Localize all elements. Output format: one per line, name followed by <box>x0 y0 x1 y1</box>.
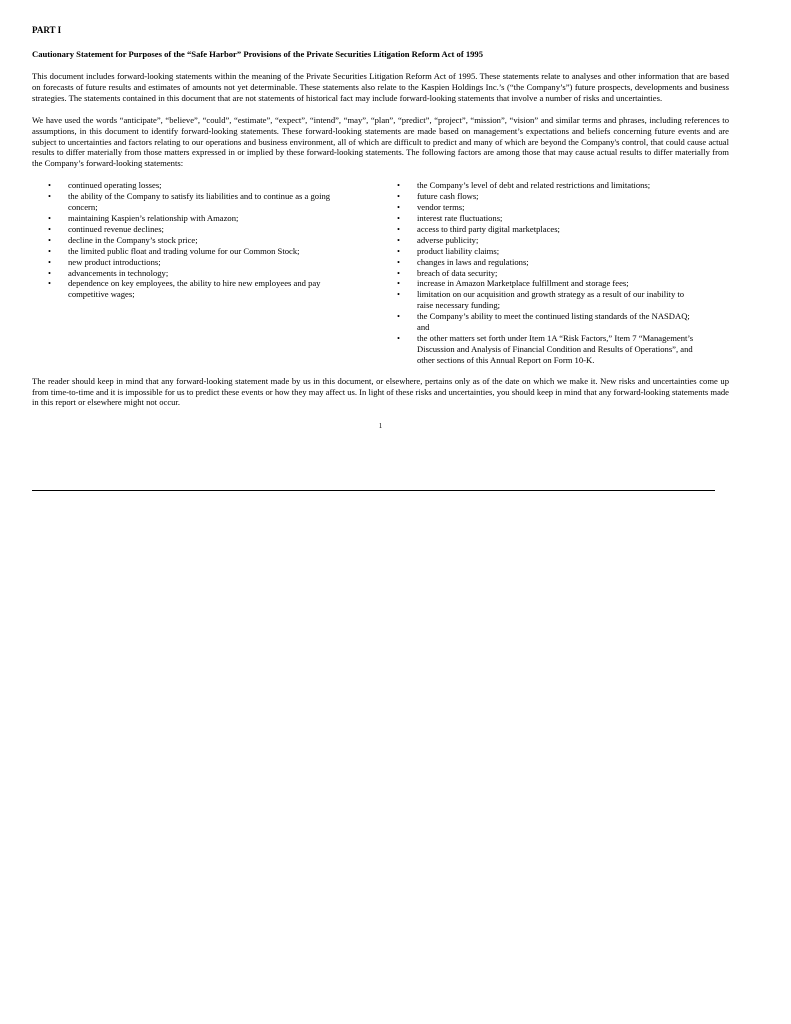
list-item <box>48 235 348 246</box>
list-item-text: breach of data security; <box>417 267 498 278</box>
bullet-icon: • <box>48 191 52 202</box>
bullet-icon: • <box>48 256 52 267</box>
list-item-text: decline in the Company’s stock price; <box>68 234 198 245</box>
list-item <box>48 278 348 300</box>
list-item <box>397 311 702 333</box>
list-item-text: the limited public float and trading volume for our Common Stock; <box>68 245 300 256</box>
list-item-text: adverse publicity; <box>417 234 479 245</box>
list-item-text: future cash flows; <box>417 191 479 202</box>
list-item <box>48 191 348 213</box>
bullet-icon: • <box>397 278 401 289</box>
list-item-text: interest rate fluctuations; <box>417 212 503 223</box>
bullet-icon: • <box>48 234 52 245</box>
bullet-icon: • <box>48 245 52 256</box>
list-item <box>48 224 348 235</box>
list-item-text: the other matters set forth under Item 1A “Risk Factors,” Item 7 “Management’s Discussion and Analysis of Financial Condition and Results of Operations”, and other sections of this Annual Report on Form 10-K. <box>417 332 694 365</box>
bullet-icon: • <box>397 256 401 267</box>
bullet-icon: • <box>397 191 401 202</box>
list-item-text: the Company’s ability to meet the continued listing standards of the NASDAQ; and <box>417 311 690 333</box>
list-item <box>397 213 702 224</box>
list-item-text: the Company’s level of debt and related restrictions and limitations; <box>417 180 651 191</box>
list-item <box>397 289 702 311</box>
list-item <box>48 180 348 191</box>
list-item-text: advancements in technology; <box>68 267 169 278</box>
part-title: PART I <box>32 25 62 35</box>
list-item-text: new product introductions; <box>68 256 161 267</box>
list-item-text: dependence on key employees, the ability to hire new employees and pay competitive wages; <box>68 278 321 300</box>
list-item <box>48 246 348 257</box>
factors-paragraph: We have used the words “anticipate”, “believe”, “could”, “estimate”, “expect”, “intend”, “may”, “plan”, “predict”, “project”, “mission”, “vision” and similar terms and phrases, including references to assumptions, in this document to identify forward-looking statements. These forward-looking statements are made based on management’s expectations and beliefs concerning future events and are subject to uncertainties and factors relating to our operations and business environment, all of which are difficult to predict and many of which are beyond the Company's control, that could cause actual results to differ materially from those matters expressed in or implied by these forward-looking statements. The following factors are among those that may cause actual results to differ materially from the Company’s forward-looking statements: <box>32 114 729 169</box>
list-item-text: the ability of the Company to satisfy its liabilities and to continue as a going concern; <box>68 191 331 213</box>
risk-factor-list-left <box>48 180 348 365</box>
list-item <box>48 268 348 279</box>
list-item-text: maintaining Kaspien’s relationship with Amazon; <box>68 212 239 223</box>
list-item <box>397 278 702 289</box>
list-item <box>397 333 702 366</box>
intro-paragraph: This document includes forward-looking statements within the meaning of the Private Securities Litigation Reform Act of 1995. These statements relate to analyses and other information that are based on forecasts of future results and estimates of amounts not yet determinable. These statements also relate to the Kaspien Holdings Inc.’s (“the Company’s”) future prospects, developments and business strategies. The statements contained in this document that are not statements of historical fact may include forward-looking statements that involve a number of risks and uncertainties. <box>32 71 729 103</box>
bullet-icon: • <box>397 311 401 322</box>
list-item <box>397 246 702 257</box>
bullet-icon: • <box>48 223 52 234</box>
document-page <box>32 25 729 431</box>
page-divider <box>32 490 715 491</box>
list-item-text: continued operating losses; <box>68 180 162 191</box>
list-item <box>397 180 702 191</box>
bullet-icon: • <box>397 180 401 191</box>
list-item <box>397 224 702 235</box>
list-item <box>397 191 702 202</box>
bullet-icon: • <box>397 212 401 223</box>
section-title: Cautionary Statement for Purposes of the “Safe Harbor” Provisions of the Private Securities Litigation Reform Act of 1995 <box>32 49 484 59</box>
list-item-text: continued revenue declines; <box>68 223 164 234</box>
bullet-icon: • <box>397 332 401 343</box>
list-item-text: product liability claims; <box>417 245 500 256</box>
list-item <box>48 257 348 268</box>
bullet-icon: • <box>397 245 401 256</box>
bullet-icon: • <box>48 267 52 278</box>
bullet-icon: • <box>397 234 401 245</box>
risk-factor-list-right <box>397 180 702 365</box>
list-item-text: increase in Amazon Marketplace fulfillment and storage fees; <box>417 278 629 289</box>
list-item-text: access to third party digital marketplaces; <box>417 223 560 234</box>
list-item <box>397 257 702 268</box>
page-number: 1 <box>378 422 383 431</box>
list-item <box>397 235 702 246</box>
list-item-text: limitation on our acquisition and growth strategy as a result of our inability to raise necessary funding; <box>417 289 685 311</box>
bullet-icon: • <box>397 223 401 234</box>
list-item-text: changes in laws and regulations; <box>417 256 529 267</box>
list-item <box>397 202 702 213</box>
closing-paragraph: The reader should keep in mind that any forward-looking statement made by us in this document, or elsewhere, pertains only as of the date on which we make it. New risks and uncertainties come up from time-to-time and it is impossible for us to predict these events or how they may affect us. In light of these risks and uncertainties, you should keep in mind that any forward-looking statements made in this report or elsewhere might not occur. <box>32 375 729 408</box>
bullet-icon: • <box>397 202 401 213</box>
bullet-icon: • <box>397 289 401 300</box>
list-item <box>397 268 702 279</box>
list-item-text: vendor terms; <box>417 202 465 213</box>
bullet-icon: • <box>48 180 52 191</box>
bullet-icon: • <box>397 267 401 278</box>
bullet-icon: • <box>48 212 52 223</box>
risk-factor-lists <box>32 180 729 365</box>
bullet-icon: • <box>48 278 52 289</box>
list-item <box>48 213 348 224</box>
